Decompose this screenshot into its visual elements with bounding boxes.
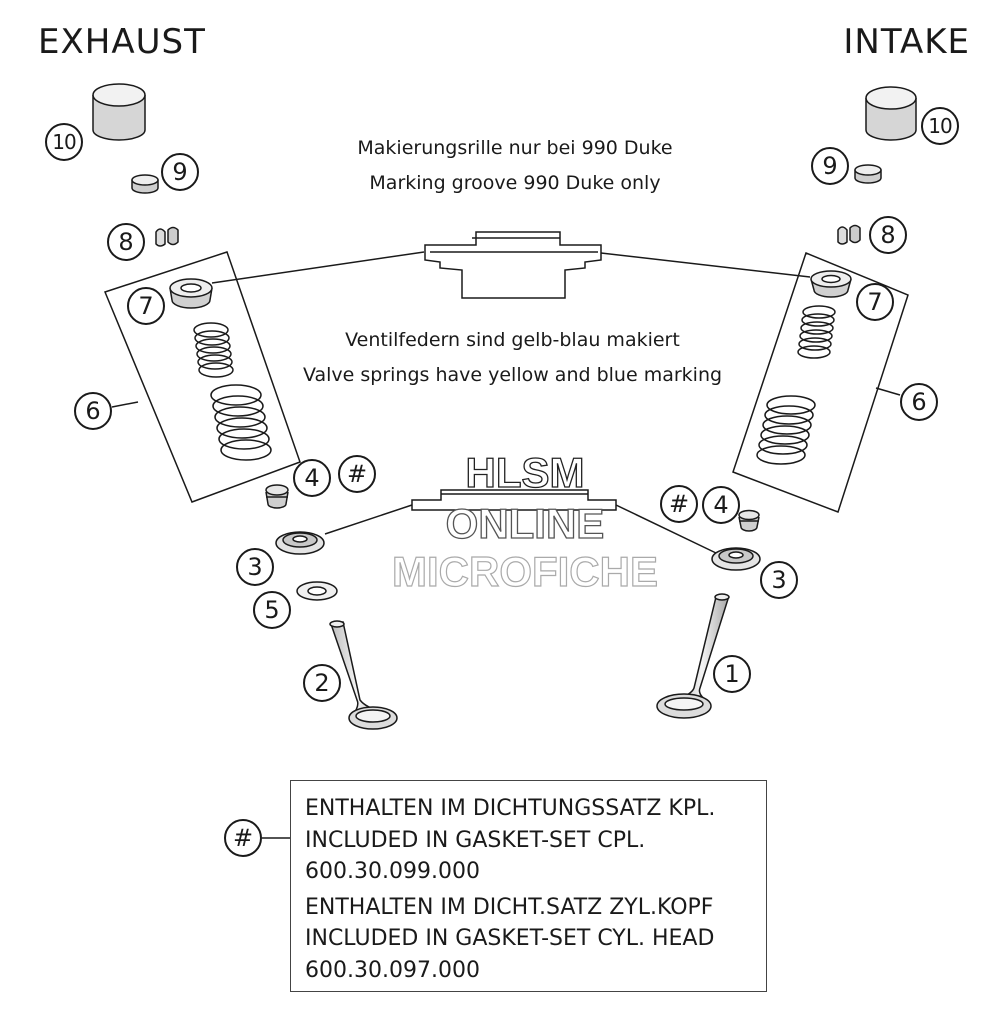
callout-exhaust-2[interactable]: 2 bbox=[303, 664, 341, 702]
marking-groove-reference-retainer bbox=[425, 232, 601, 298]
callout-intake-3[interactable]: 3 bbox=[760, 561, 798, 599]
watermark-line-2: ONLINE bbox=[445, 500, 605, 547]
legend-line-1: ENTHALTEN IM DICHTUNGSSATZ KPL. bbox=[305, 796, 716, 821]
callout-intake-7[interactable]: 7 bbox=[856, 283, 894, 321]
callout-intake-4[interactable]: 4 bbox=[702, 486, 740, 524]
legend-line-4: ENTHALTEN IM DICHT.SATZ ZYL.KOPF bbox=[305, 894, 714, 920]
callout-intake-1[interactable]: 1 bbox=[713, 655, 751, 693]
exhaust-valve bbox=[330, 621, 397, 729]
watermark-line-3: MICROFICHE bbox=[392, 548, 658, 595]
intake-title: INTAKE bbox=[843, 22, 970, 62]
marking-groove-note-de: Makierungsrille nur bei 990 Duke bbox=[357, 137, 673, 159]
exhaust-title: EXHAUST bbox=[38, 22, 206, 62]
exhaust-shim bbox=[132, 175, 158, 193]
valve-springs-note bbox=[270, 323, 755, 393]
intake-spring-retainer bbox=[811, 271, 851, 297]
exhaust-collets bbox=[156, 228, 178, 247]
callout-exhaust-10[interactable]: 10 bbox=[45, 123, 83, 161]
marking-groove-note bbox=[300, 131, 730, 201]
callout-exhaust-hash[interactable]: # bbox=[338, 455, 376, 493]
intake-bucket-tappet bbox=[866, 87, 916, 140]
callout-exhaust-7[interactable]: 7 bbox=[127, 287, 165, 325]
legend-line-3: 600.30.099.000 bbox=[305, 859, 480, 884]
legend-line-6: 600.30.097.000 bbox=[305, 957, 480, 983]
exhaust-inner-spring bbox=[194, 323, 233, 377]
marking-groove-note-en: Marking groove 990 Duke only bbox=[369, 172, 661, 194]
valve-springs-note-en: Valve springs have yellow and blue marking bbox=[302, 364, 723, 386]
intake-inner-spring bbox=[798, 306, 835, 358]
intake-shim bbox=[855, 165, 881, 183]
legend-hash-marker: # bbox=[224, 819, 262, 857]
callout-exhaust-6[interactable]: 6 bbox=[74, 392, 112, 430]
legend-line-5: INCLUDED IN GASKET-SET CYL. HEAD bbox=[305, 926, 715, 951]
callout-intake-hash[interactable]: # bbox=[660, 485, 698, 523]
callout-exhaust-8[interactable]: 8 bbox=[107, 223, 145, 261]
exhaust-spring-retainer bbox=[170, 279, 212, 308]
callout-exhaust-3[interactable]: 3 bbox=[236, 548, 274, 586]
callout-intake-10[interactable]: 10 bbox=[921, 107, 959, 145]
exhaust-bucket-tappet bbox=[93, 84, 145, 140]
callout-exhaust-9[interactable]: 9 bbox=[161, 153, 199, 191]
gasket-set-legend bbox=[290, 780, 767, 992]
callout-intake-8[interactable]: 8 bbox=[869, 216, 907, 254]
callout-intake-9[interactable]: 9 bbox=[811, 147, 849, 185]
callout-intake-6[interactable]: 6 bbox=[900, 383, 938, 421]
callout-exhaust-5[interactable]: 5 bbox=[253, 591, 291, 629]
valve-springs-note-de: Ventilfedern sind gelb-blau makiert bbox=[345, 329, 680, 351]
legend-line-2: INCLUDED IN GASKET-SET CPL. bbox=[305, 827, 646, 853]
watermark-line-1: HLSM bbox=[465, 449, 585, 496]
intake-valve bbox=[657, 594, 729, 718]
callout-exhaust-4[interactable]: 4 bbox=[293, 459, 331, 497]
intake-collets bbox=[838, 226, 860, 245]
